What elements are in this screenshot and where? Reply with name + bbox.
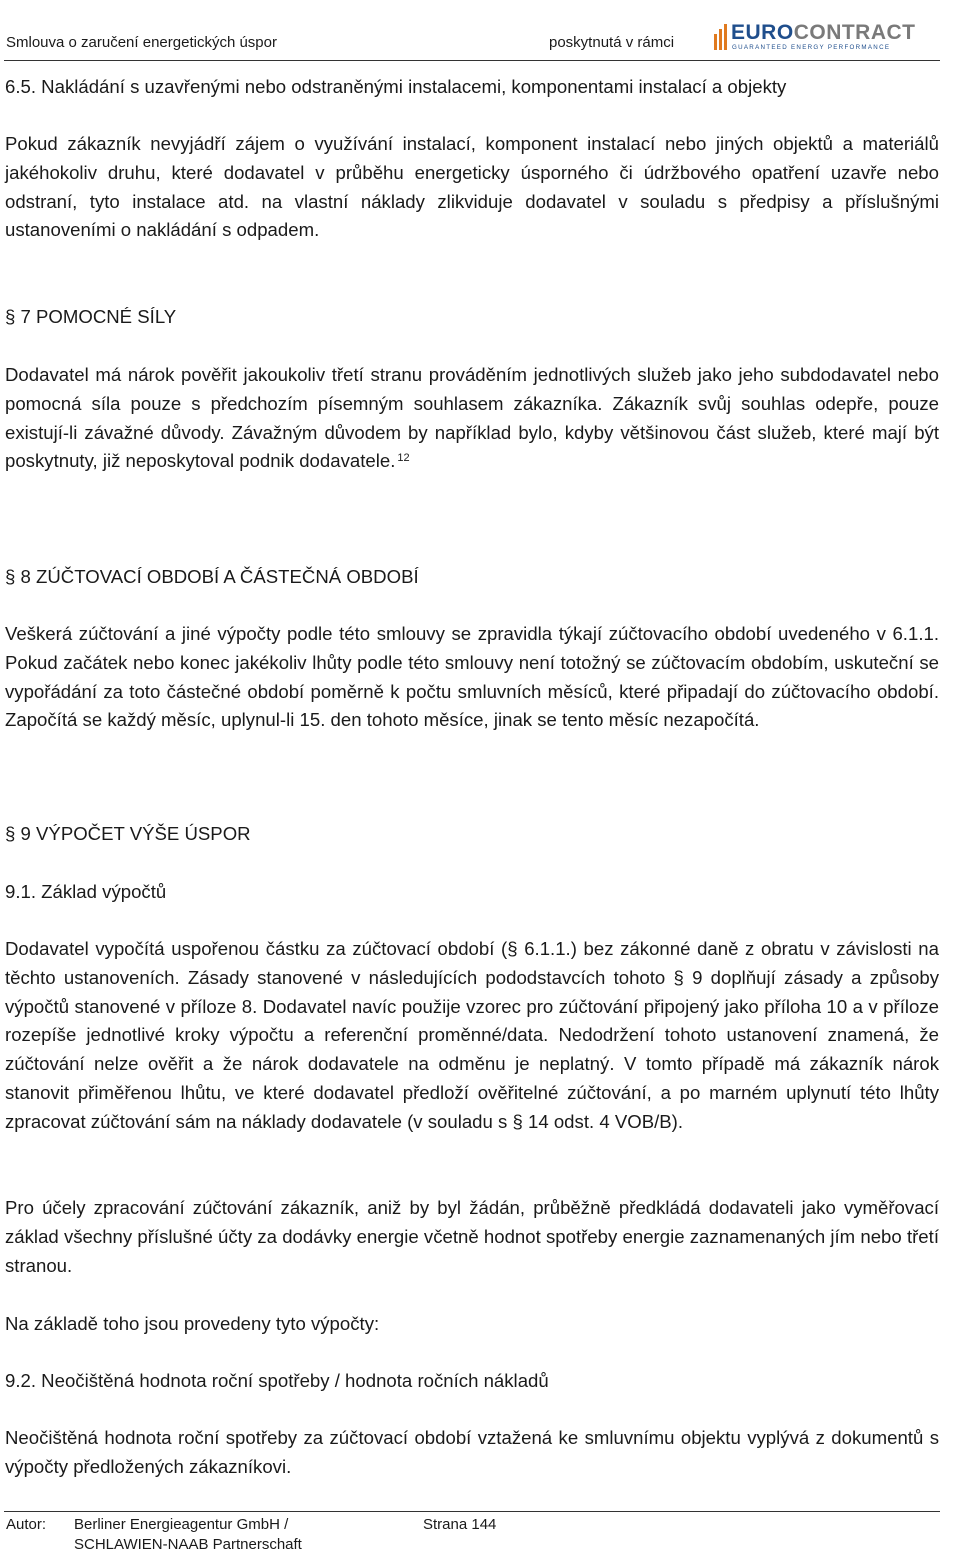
author-line-2: SCHLAWIEN-NAAB Partnerschaft	[74, 1536, 302, 1553]
page-header	[0, 0, 960, 62]
svg-text:EUROCONTRACT: EUROCONTRACT	[731, 21, 916, 44]
paragraph-9-1-a: Dodavatel vypočítá uspořenou částku za zúčtovací období (§ 6.1.1.) bez zákonné daně z obratu v závislosti na těchto ustanoveních. Zásady stanovené v následujících pododstavcích tohoto § 9 doplňují zásady a způsoby výpočtů stanovené v příloze 8. Dodavatel navíc použije vzorec pro zúčtování připojený jako příloha 10 a v příloze rozepíše jednotlivé kroky výpočtu a referenční proměnné/data. Nedodržení tohoto ustanovení znamená, že zúčtování nelze ověřit a že nárok dodavatele na odměnu je neplatný. V tomto případě má zákazník nárok stanovit přiměřenou lhůtu, ve které dodavatel předloží ověřitelné zúčtování, a po marném uplynutí této lhůty zpracovat zúčtování sám na náklady dodavatele (v souladu s § 14 odst. 4 VOB/B).	[5, 938, 939, 1132]
paragraph-section-7-text: Dodavatel má nárok pověřit jakoukoliv třetí stranu prováděním jednotlivých služeb jako jeho subdodavatel nebo pomocná síla pouze s předchozím písemným souhlasem zákazníka. Zákazník svůj souhlas odepře, pouze existují-li závažné důvody. Závažným důvodem by například bylo, kdyby většinovou část služeb, které mají být poskytnuty, již neposkytoval podnik dodavatele.	[5, 364, 939, 472]
paragraph-6-5: Pokud zákazník nevyjádří zájem o využívání instalací, komponent instalací nebo jiných objektů a materiálů jakéhokoliv druhu, které dodavatel v průběhu energeticky úsporného či údržbového opatření uzavře nebo odstraní, tyto instalace atd. na vlastní náklady zlikviduje dodavatel v souladu s předpisy a příslušnými ustanoveními o nakládání s odpadem.	[5, 133, 939, 241]
heading-9-2: 9.2. Neočištěná hodnota roční spotřeby / hodnota ročních nákladů	[5, 1370, 549, 1391]
logo-bars-icon	[714, 24, 727, 50]
eurocontract-logo	[714, 18, 940, 52]
document-title: Smlouva o zaručení energetických úspor	[6, 34, 277, 51]
header-divider	[4, 60, 940, 61]
paragraph-9-1-c: Na základě toho jsou provedeny tyto výpočty:	[5, 1313, 380, 1334]
paragraph-section-8: Veškerá zúčtování a jiné výpočty podle této smlouvy se zpravidla týkají zúčtovacího období uvedeného v 6.1.1. Pokud začátek nebo konec jakékoliv lhůty podle této smlouvy není totožný se zúčtovacím obdobím, uskuteční se vypořádání za toto částečné období poměrně k počtu smluvních měsíců, které připadají do zúčtovacího období. Započítá se každý měsíc, uplynul-li 15. den tohoto měsíce, jinak se tento měsíc nezapočítá.	[5, 623, 939, 731]
heading-section-8: § 8 ZÚČTOVACÍ OBDOBÍ A ČÁSTEČNÁ OBDOBÍ	[5, 566, 419, 587]
heading-section-9: § 9 VÝPOČET VÝŠE ÚSPOR	[5, 823, 251, 844]
footer-divider	[4, 1511, 940, 1512]
page-number: Strana 144	[423, 1516, 497, 1533]
author-label: Autor:	[6, 1516, 47, 1533]
document-subtitle: poskytnutá v rámci	[549, 34, 675, 51]
heading-6-5: 6.5. Nakládání s uzavřenými nebo odstraněnými instalacemi, komponentami instalací a objekty	[5, 76, 787, 97]
logo-tagline: GUARANTEED ENERGY PERFORMANCE	[732, 44, 891, 51]
paragraph-9-2: Neočištěná hodnota roční spotřeby za zúčtovací období vztažená ke smluvnímu objektu vyplývá z dokumentů s výpočty předložených zákazníkovi.	[5, 1427, 939, 1477]
paragraph-9-1-b: Pro účely zpracování zúčtování zákazník, aniž by byl žádán, průběžně předkládá dodavateli jako vyměřovací základ všechny příslušné účty za dodávky energie včetně hodnot spotřeby energie zaznamenaných jím nebo třetí stranou.	[5, 1197, 939, 1276]
author-line-1: Berliner Energieagentur GmbH /	[74, 1516, 289, 1533]
paragraph-section-7	[5, 361, 939, 476]
heading-section-7: § 7 POMOCNÉ SÍLY	[5, 306, 177, 327]
heading-9-1: 9.1. Základ výpočtů	[5, 881, 167, 902]
author-names	[74, 1515, 302, 1555]
footnote-ref: 12	[397, 452, 410, 465]
